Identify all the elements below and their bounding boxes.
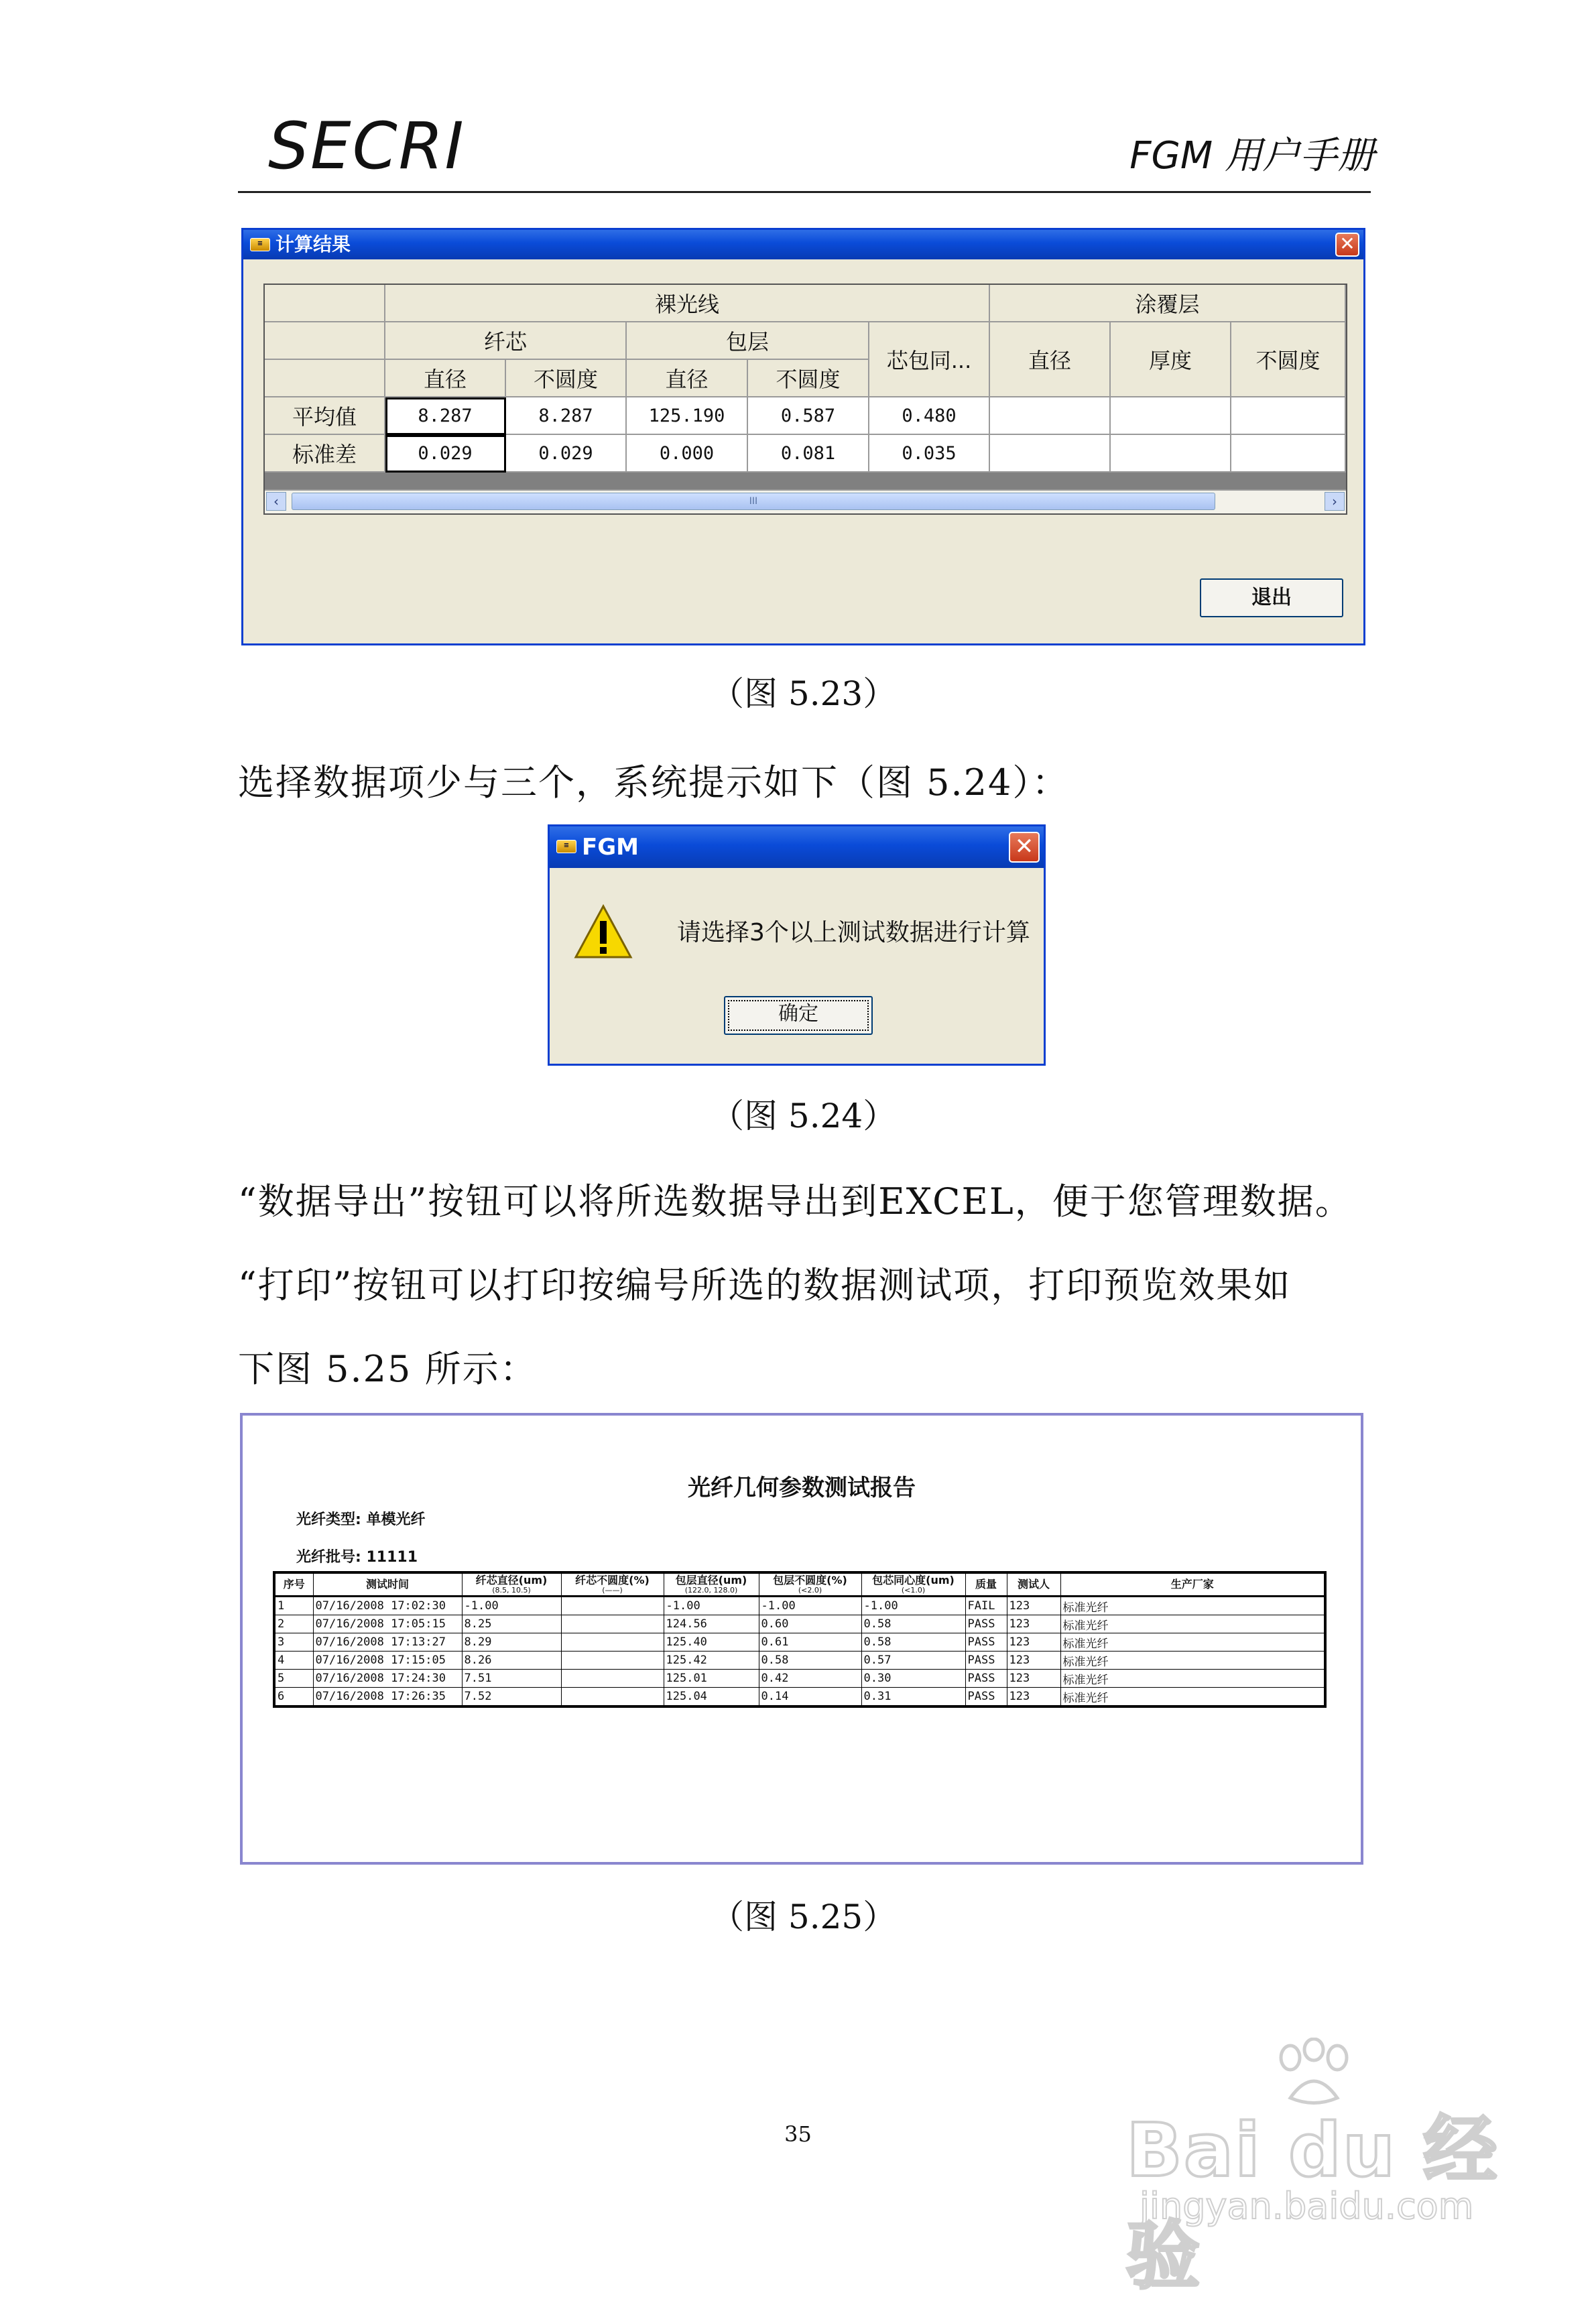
table-cell: 0.30	[861, 1670, 965, 1688]
table-cell	[561, 1615, 664, 1633]
grid-corner-3	[265, 360, 385, 397]
table-cell: 0.31	[861, 1688, 965, 1707]
watermark-url: jingyan.baidu.com	[1140, 2185, 1474, 2227]
table-cell: PASS	[965, 1688, 1007, 1707]
grid-cell[interactable]	[990, 397, 1111, 435]
table-cell: 4	[274, 1652, 313, 1670]
table-row	[274, 1615, 1325, 1633]
report-col-header: 测试时间	[313, 1572, 462, 1597]
report-table	[273, 1571, 1327, 1708]
table-row	[274, 1670, 1325, 1688]
scroll-right-icon[interactable]: ›	[1325, 492, 1345, 511]
header-brand: SECRI	[268, 109, 465, 184]
report-col-header: 包芯同心度(um) (<1.0)	[861, 1572, 965, 1597]
table-cell: 1	[274, 1597, 313, 1615]
row-label-mean: 平均值	[265, 397, 385, 435]
table-cell: 7.51	[462, 1670, 561, 1688]
table-cell: 07/16/2008 17:13:27	[313, 1633, 462, 1652]
report-batch: 光纤批号: 11111	[296, 1549, 418, 1566]
paragraph-export: “数据导出”按钮可以将所选数据导出到EXCEL，便于您管理数据。	[238, 1180, 1353, 1223]
table-cell	[561, 1633, 664, 1652]
grid-cell[interactable]: 8.287	[506, 397, 627, 435]
table-cell: 07/16/2008 17:26:35	[313, 1688, 462, 1707]
app-icon: ≡	[250, 238, 270, 251]
group-core: 纤芯	[385, 322, 627, 360]
grid-cell[interactable]: 0.029	[385, 435, 506, 473]
table-cell: -1.00	[861, 1597, 965, 1615]
col-concentricity: 芯包同...	[869, 322, 990, 397]
table-cell: 0.58	[861, 1615, 965, 1633]
table-cell: 标准光纤	[1060, 1670, 1325, 1688]
figure-caption-525: （图 5.25）	[711, 1897, 897, 1936]
table-row	[274, 1633, 1325, 1652]
report-col-header: 纤芯直径(um) (8.5, 10.5)	[462, 1572, 561, 1597]
table-row	[274, 1688, 1325, 1707]
grid-corner-2	[265, 322, 385, 360]
grid-cell[interactable]: 0.000	[627, 435, 748, 473]
col-core-ovality: 不圆度	[506, 360, 627, 397]
table-cell: 8.25	[462, 1615, 561, 1633]
grid-cell[interactable]: 0.035	[869, 435, 990, 473]
report-col-header: 包层不圆度(%) (<2.0)	[759, 1572, 861, 1597]
table-cell: 标准光纤	[1060, 1633, 1325, 1652]
table-cell	[561, 1688, 664, 1707]
report-col-header: 包层直径(um) (122.0, 128.0)	[664, 1572, 759, 1597]
table-cell: 125.40	[664, 1633, 759, 1652]
exit-button[interactable]: 退出	[1200, 578, 1343, 617]
report-fiber-type: 光纤类型: 单模光纤	[296, 1511, 426, 1528]
col-clad-diameter: 直径	[627, 360, 748, 397]
row-label-stddev: 标准差	[265, 435, 385, 473]
table-cell: 123	[1007, 1597, 1060, 1615]
paragraph-print-cont: 下图 5.25 所示：	[238, 1348, 538, 1390]
warning-icon	[573, 904, 633, 960]
table-cell: 8.29	[462, 1633, 561, 1652]
table-cell: 8.26	[462, 1652, 561, 1670]
table-cell: PASS	[965, 1670, 1007, 1688]
table-cell: 0.60	[759, 1615, 861, 1633]
grid-cell[interactable]: 0.081	[748, 435, 869, 473]
report-col-header: 生产厂家	[1060, 1572, 1325, 1597]
table-cell: 0.58	[861, 1633, 965, 1652]
table-cell: 0.57	[861, 1652, 965, 1670]
table-cell: 6	[274, 1688, 313, 1707]
table-row	[274, 1597, 1325, 1615]
header-doc-title: FGM 用户手册	[1129, 134, 1375, 178]
grid-cell[interactable]	[990, 435, 1111, 473]
table-cell	[561, 1670, 664, 1688]
table-cell: 0.42	[759, 1670, 861, 1688]
table-cell: 123	[1007, 1633, 1060, 1652]
watermark-main: Bai du 经验	[1126, 2107, 1499, 2299]
report-col-header: 序号	[274, 1572, 313, 1597]
table-cell: 0.61	[759, 1633, 861, 1652]
table-cell: 7.52	[462, 1688, 561, 1707]
table-cell: 07/16/2008 17:24:30	[313, 1670, 462, 1688]
table-cell: 5	[274, 1670, 313, 1688]
paragraph-select-hint: 选择数据项少与三个，系统提示如下（图 5.24）：	[238, 761, 1070, 804]
table-cell: 标准光纤	[1060, 1652, 1325, 1670]
ok-button[interactable]: 确定	[724, 996, 873, 1035]
table-cell: 2	[274, 1615, 313, 1633]
report-col-header: 质量	[965, 1572, 1007, 1597]
col-coat-ovality: 不圆度	[1231, 322, 1346, 397]
close-icon[interactable]: ✕	[1009, 832, 1040, 863]
calc-result-window	[241, 228, 1365, 645]
window-title: 计算结果	[275, 233, 351, 255]
table-cell: FAIL	[965, 1597, 1007, 1615]
report-col-header: 测试人	[1007, 1572, 1060, 1597]
group-bare-fiber: 裸光线	[385, 285, 990, 322]
grid-cell[interactable]: 8.287	[385, 397, 506, 435]
grid-cell[interactable]	[1231, 397, 1346, 435]
col-core-diameter: 直径	[385, 360, 506, 397]
baidu-watermark	[1126, 2038, 1542, 2299]
figure-caption-524: （图 5.24）	[711, 1097, 897, 1135]
grid-cell[interactable]: 125.190	[627, 397, 748, 435]
grid-cell[interactable]	[1111, 397, 1231, 435]
warning-message: 请选择3个以上测试数据进行计算	[677, 919, 1030, 946]
figure-caption-523: （图 5.23）	[711, 674, 897, 713]
table-cell: 标准光纤	[1060, 1615, 1325, 1633]
report-header-row	[274, 1572, 1325, 1597]
table-cell: 0.58	[759, 1652, 861, 1670]
group-coating: 涂覆层	[990, 285, 1346, 322]
grid-cell[interactable]: 0.480	[869, 397, 990, 435]
col-coat-diameter: 直径	[990, 322, 1111, 397]
grid-cell[interactable]	[1111, 435, 1231, 473]
horizontal-scrollbar[interactable]	[265, 489, 1346, 513]
header-rule	[238, 191, 1371, 193]
scroll-left-icon[interactable]: ‹	[266, 492, 286, 511]
page-number: 35	[784, 2121, 812, 2147]
scroll-thumb[interactable]: III	[292, 493, 1215, 510]
table-cell: 124.56	[664, 1615, 759, 1633]
table-cell: 125.01	[664, 1670, 759, 1688]
report-preview	[240, 1413, 1363, 1865]
close-icon[interactable]: ✕	[1335, 233, 1359, 257]
table-cell: 07/16/2008 17:02:30	[313, 1597, 462, 1615]
table-cell: PASS	[965, 1633, 1007, 1652]
results-grid	[263, 284, 1347, 515]
fgm-dialog-titlebar[interactable]	[550, 826, 1044, 868]
table-cell: 123	[1007, 1688, 1060, 1707]
paragraph-print: “打印”按钮可以打印按编号所选的数据测试项，打印预览效果如	[238, 1264, 1292, 1306]
col-coat-thickness: 厚度	[1111, 322, 1231, 397]
table-cell: PASS	[965, 1652, 1007, 1670]
table-cell: -1.00	[462, 1597, 561, 1615]
grid-cell[interactable]: 0.587	[748, 397, 869, 435]
table-cell: 3	[274, 1633, 313, 1652]
table-cell: 125.04	[664, 1688, 759, 1707]
col-clad-ovality: 不圆度	[748, 360, 869, 397]
grid-corner	[265, 285, 385, 322]
fgm-warning-dialog	[548, 824, 1046, 1066]
table-cell: 标准光纤	[1060, 1688, 1325, 1707]
table-cell: 07/16/2008 17:15:05	[313, 1652, 462, 1670]
table-cell: -1.00	[664, 1597, 759, 1615]
table-row	[274, 1652, 1325, 1670]
grid-cell[interactable]: 0.029	[506, 435, 627, 473]
table-cell: -1.00	[759, 1597, 861, 1615]
table-cell: 0.14	[759, 1688, 861, 1707]
table-cell	[561, 1652, 664, 1670]
table-cell: 123	[1007, 1652, 1060, 1670]
table-cell: 123	[1007, 1670, 1060, 1688]
calc-result-titlebar[interactable]	[243, 230, 1363, 259]
table-cell: 标准光纤	[1060, 1597, 1325, 1615]
table-cell: PASS	[965, 1615, 1007, 1633]
dialog-title: FGM	[582, 834, 639, 861]
table-cell: 125.42	[664, 1652, 759, 1670]
table-cell: 07/16/2008 17:05:15	[313, 1615, 462, 1633]
report-col-header: 纤芯不圆度(%) (——)	[561, 1572, 664, 1597]
table-cell: 123	[1007, 1615, 1060, 1633]
table-cell	[561, 1597, 664, 1615]
group-cladding: 包层	[627, 322, 869, 360]
grid-cell[interactable]	[1231, 435, 1346, 473]
report-title: 光纤几何参数测试报告	[688, 1475, 916, 1501]
app-icon: ≡	[556, 840, 576, 853]
